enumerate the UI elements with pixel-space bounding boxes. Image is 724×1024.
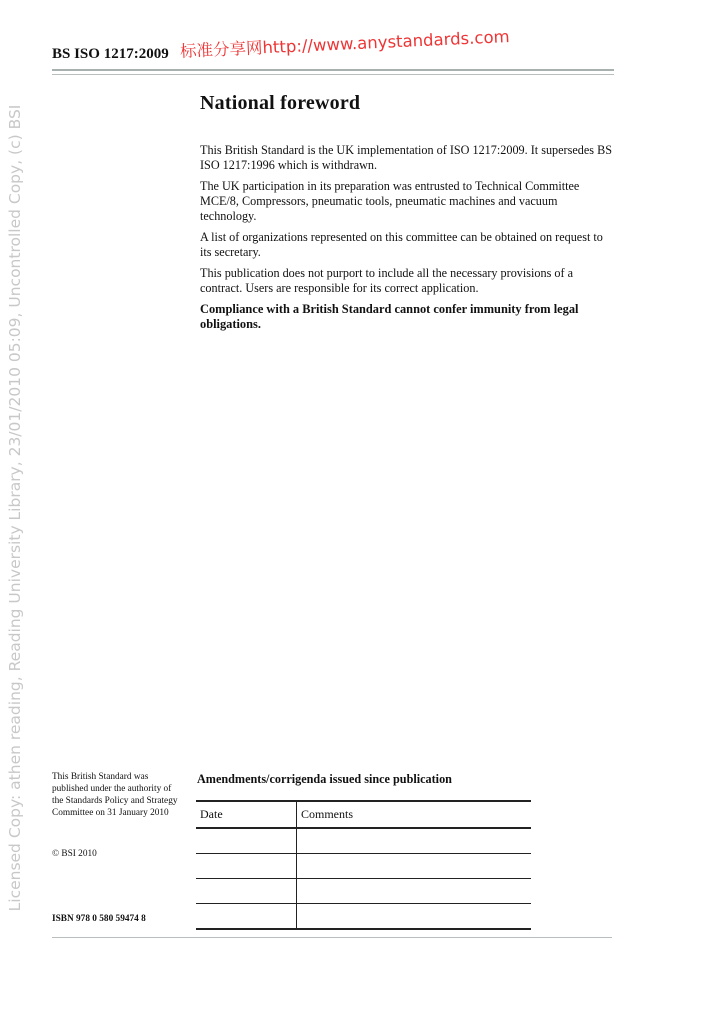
amendments-table: [196, 800, 531, 930]
compliance-statement: Compliance with a British Standard cannot confer immunity from legal obligations.: [200, 302, 579, 331]
date-cell: [196, 904, 297, 930]
comments-cell: [297, 879, 532, 904]
isbn: ISBN 978 0 580 59474 8: [52, 914, 146, 924]
side-watermark: [0, 0, 30, 1024]
side-watermark-text: Licensed Copy: athen reading, Reading University Library, 23/01/2010 05:09, Uncontrolled Copy, (c) BSI: [6, 104, 24, 912]
paragraph-provisions: This publication does not purport to include all the necessary provisions of a contract. Users are responsible for its correct application.: [200, 266, 573, 295]
publication-note: This British Standard was published under the authority of the Standards Policy and Strategy Committee on 31 January 2010: [52, 772, 178, 818]
amendments-title: Amendments/corrigenda issued since publication: [197, 772, 452, 786]
comments-cell: [297, 854, 532, 879]
table-row: [196, 854, 531, 879]
date-cell: [196, 879, 297, 904]
header-rule: [52, 69, 614, 71]
document-id: BS ISO 1217:2009: [52, 46, 169, 62]
table-header-row: [196, 801, 531, 828]
column-header-comments: Comments: [297, 801, 532, 828]
column-header-date: Date: [196, 801, 297, 828]
paragraph-implementation: This British Standard is the UK implementation of ISO 1217:2009. It supersedes BS ISO 1217:1996 which is withdrawn.: [200, 143, 612, 172]
table-row: [196, 828, 531, 854]
date-cell: [196, 854, 297, 879]
comments-cell: [297, 904, 532, 930]
paragraph-committee: The UK participation in its preparation was entrusted to Technical Committee MCE/8, Compressors, pneumatic tools, pneumatic machines and vacuum technology.: [200, 179, 580, 223]
copyright: © BSI 2010: [52, 849, 97, 859]
paragraph-organizations: A list of organizations represented on this committee can be obtained on request to its secretary.: [200, 230, 603, 259]
date-cell: [196, 828, 297, 854]
header-rule-thin: [52, 74, 614, 75]
footer-rule: [52, 937, 612, 938]
table-row: [196, 904, 531, 930]
page-title: National foreword: [200, 92, 361, 114]
foreword-body: [200, 143, 615, 338]
table-row: [196, 879, 531, 904]
url-watermark: 标准分享网http://www.anystandards.com: [179, 27, 511, 61]
comments-cell: [297, 828, 532, 854]
